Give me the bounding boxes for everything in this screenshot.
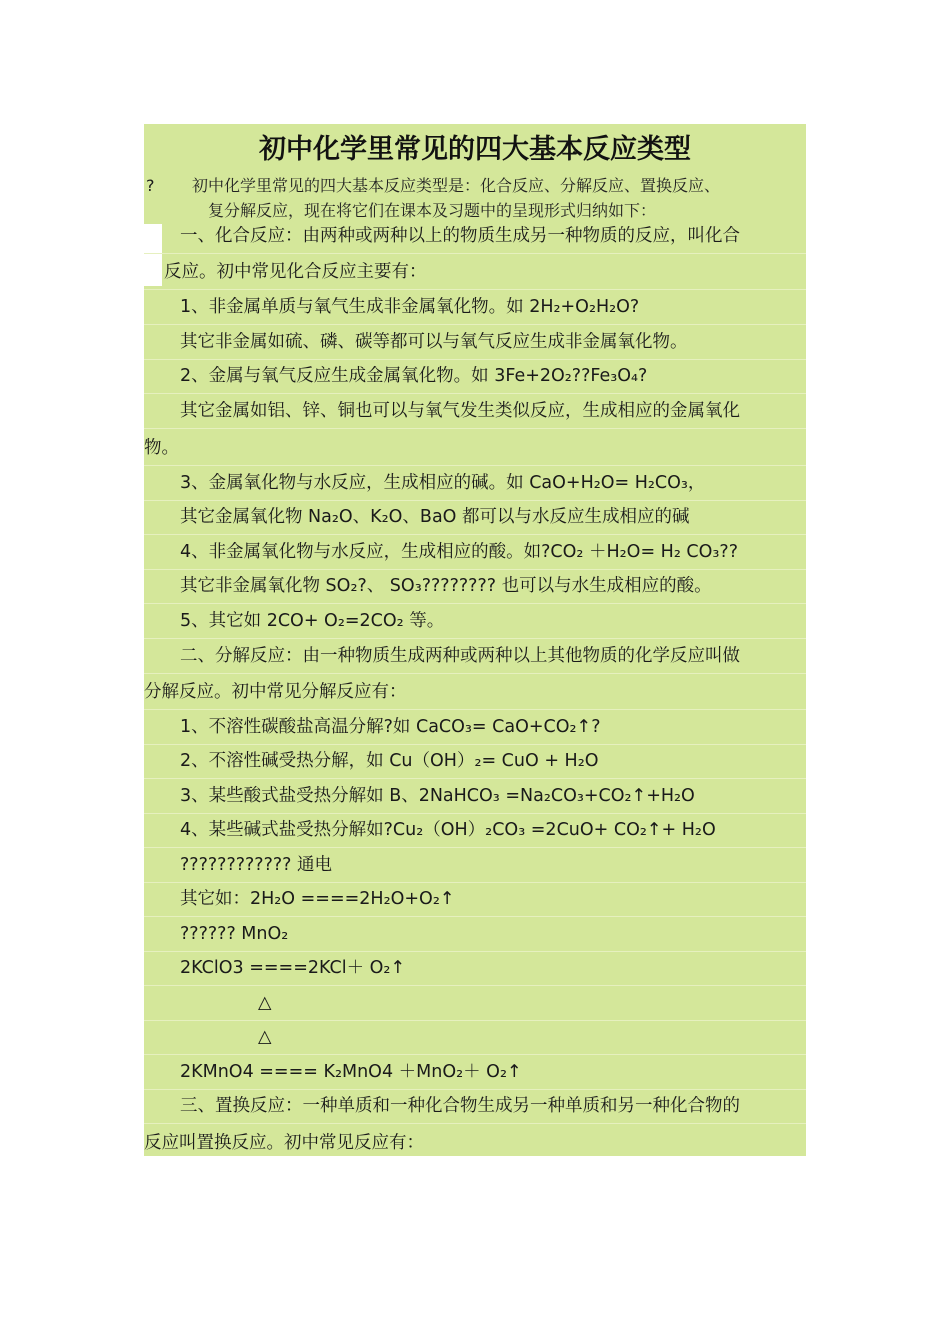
text-line: 4、非金属氧化物与水反应，生成相应的酸。如?CO₂ ＋H₂O= H₂ CO₃?? (144, 535, 806, 570)
intro-line-1: 初中化学里常见的四大基本反应类型是：化合反应、分解反应、置换反应、 (192, 176, 721, 195)
text-line: 3、某些酸式盐受热分解如 B、2NaHCO₃ =Na₂CO₃+CO₂↑+H₂O (144, 779, 806, 814)
section-2-heading: 二、分解反应：由一种物质生成两种或两种以上其他物质的化学反应叫做 (144, 639, 806, 674)
text-line: 其它非金属如硫、磷、碳等都可以与氧气反应生成非金属氧化物。 (144, 325, 806, 360)
section-3-heading: 三、置换反应：一种单质和一种化合物生成另一种单质和另一种化合物的 (144, 1089, 806, 1124)
text-line: 其它如：2H₂O ====2H₂O+O₂↑ (144, 882, 806, 917)
text-line: ???????????? 通电 (144, 848, 806, 883)
text-line: 5、其它如 2CO+ O₂=2CO₂ 等。 (144, 604, 806, 639)
text-line: 其它金属氧化物 Na₂O、K₂O、BaO 都可以与水反应生成相应的碱 (144, 500, 806, 535)
heat-symbol: △ (144, 1020, 806, 1055)
text-line: ?????? MnO₂ (144, 917, 806, 952)
text-line: 1、不溶性碳酸盐高温分解?如 CaCO₃= CaO+CO₂↑? (144, 710, 806, 745)
section-3-heading-cont: 反应叫置换反应。初中常见反应有： (144, 1133, 424, 1153)
text-line: 2KMnO4 ==== K₂MnO4 ＋MnO₂＋ O₂↑ (144, 1055, 806, 1090)
text-line: 2、不溶性碱受热分解，如 Cu（OH）₂= CuO + H₂O (144, 744, 806, 779)
heat-symbol: △ (144, 986, 806, 1021)
text-line: 4、某些碱式盐受热分解如?Cu₂（OH）₂CO₃ =2CuO+ CO₂↑+ H₂O (144, 813, 806, 848)
section-1-heading-cont: 反应。初中常见化合反应主要有： (144, 255, 806, 290)
text-line: 3、金属氧化物与水反应，生成相应的碱。如 CaO+H₂O= H₂CO₃， (144, 466, 806, 501)
document-title: 初中化学里常见的四大基本反应类型 (259, 134, 691, 165)
text-line: 其它金属如铝、锌、铜也可以与氧气发生类似反应，生成相应的金属氧化 (144, 394, 806, 429)
intro-line-2: 复分解反应，现在将它们在课本及习题中的呈现形式归纳如下： (208, 201, 657, 220)
section-2-heading-cont: 分解反应。初中常见分解反应有： (144, 675, 806, 710)
text-line: 2KClO3 ====2KCl＋ O₂↑ (144, 951, 806, 986)
text-line: 物。 (144, 431, 806, 466)
text-line: 2、金属与氧气反应生成金属氧化物。如 3Fe+2O₂??Fe₃O₄? (144, 359, 806, 394)
intro-marker: ? (146, 176, 155, 195)
text-line: 其它非金属氧化物 SO₂?、 SO₃???????? 也可以与水生成相应的酸。 (144, 569, 806, 604)
section-1-heading: 一、化合反应：由两种或两种以上的物质生成另一种物质的反应，叫化合 (144, 219, 806, 254)
text-line: 1、非金属单质与氧气生成非金属氧化物。如 2H₂+O₂H₂O? (144, 290, 806, 325)
